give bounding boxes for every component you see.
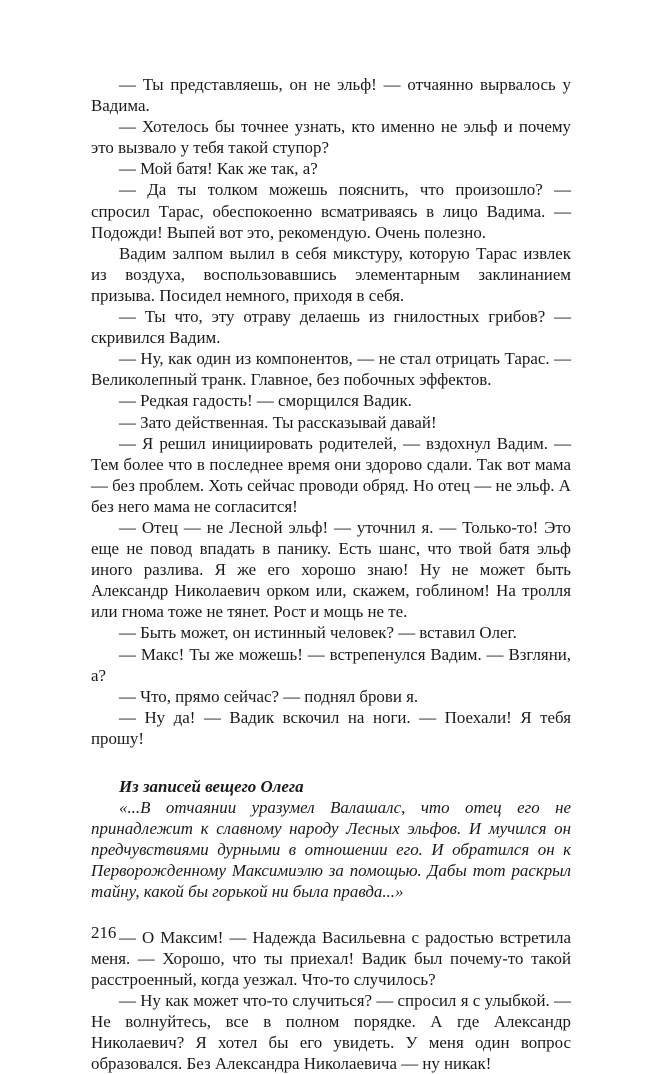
epigraph-quote: «...В отчаянии уразумел Валашалс, что отец его не принадлежит к славному народу Лесных эльфов. И мучился он предчувствиями дурными в отношении его. И обратился он к Перворожденному Максимиэлю за помощью. Дабы тот раскрыл тайну, какой бы горькой ни была правда...» (91, 798, 571, 902)
paragraph: — Я решил инициировать родителей, — вздохнул Вадим. — Тем более что в последнее время они здорово сдали. Так вот мама — без проблем. Хоть сейчас проводи обряд. Но отец — не эльф. А без него мама не согласится! (91, 433, 571, 516)
paragraph: — О Максим! — Надежда Васильевна с радостью встретила меня. — Хорошо, что ты приехал! Вадик был почему-то такой расстроенный, когда уезжал. Что-то случилось? (91, 927, 571, 989)
paragraph: — Быть может, он истинный человек? — вставил Олег. (119, 623, 517, 643)
paragraph: — Хотелось бы точнее узнать, кто именно не эльф и почему это вызвало у тебя такой ступор? (91, 117, 571, 158)
page-body (91, 74, 571, 1074)
text-block-bottom (91, 927, 571, 1074)
paragraph: — Что, прямо сейчас? — поднял брови я. (119, 686, 419, 706)
paragraph: — Да ты толком можешь пояснить, что произошло? — спросил Тарас, обеспокоенно всматриваясь в лицо Вадима. — Подожди! Выпей вот это, рекомендую. Очень полезно. (91, 180, 571, 242)
paragraph: — Отец — не Лесной эльф! — уточнил я. — Только-то! Это еще не повод впадать в панику. Есть шанс, что твой батя эльф иного разлива. Я же его хорошо знаю! Ну не может быть Александр Николаевич орком или, скажем, гоблином! На тролля или гнома тоже не тянет. Рост и мощь не те. (91, 517, 571, 622)
paragraph: — Ну да! — Вадик вскочил на ноги. — Поехали! Я тебя прошу! (91, 707, 571, 748)
text-block-top (91, 74, 571, 749)
section-gap (91, 903, 571, 927)
paragraph: — Мой батя! Как же так, а? (119, 159, 318, 179)
page-number: 216 (91, 923, 117, 942)
paragraph: Вадим залпом вылил в себя микстуру, которую Тарас извлек из воздуха, воспользовавшись элементарным заклинанием призыва. Посидел немного, приходя в себя. (91, 243, 571, 305)
paragraph: — Редкая гадость! — сморщился Вадик. (119, 391, 412, 411)
paragraph: — Ну, как один из компонентов, — не стал отрицать Тарас. — Великолепный транк. Главное, без побочных эффектов. (91, 349, 571, 390)
paragraph: — Ты что, эту отраву делаешь из гнилостных грибов? — скривился Вадим. (91, 307, 571, 348)
paragraph: — Зато действенная. Ты рассказывай давай! (119, 412, 437, 432)
paragraph: — Ну как может что-то случиться? — спросил я с улыбкой. — Не волнуйтесь, все в полном порядке. А где Александр Николаевич? Я хотел бы его увидеть. У меня один вопрос образовался. Без Александра Николаевича — ну никак! (91, 990, 571, 1074)
section-heading: Из записей вещего Олега (119, 777, 304, 796)
paragraph: — Ты представляешь, он не эльф! — отчаянно вырвалось у Вадима. (91, 75, 571, 116)
paragraph: — Макс! Ты же можешь! — встрепенулся Вадим. — Взгляни, а? (91, 644, 571, 685)
